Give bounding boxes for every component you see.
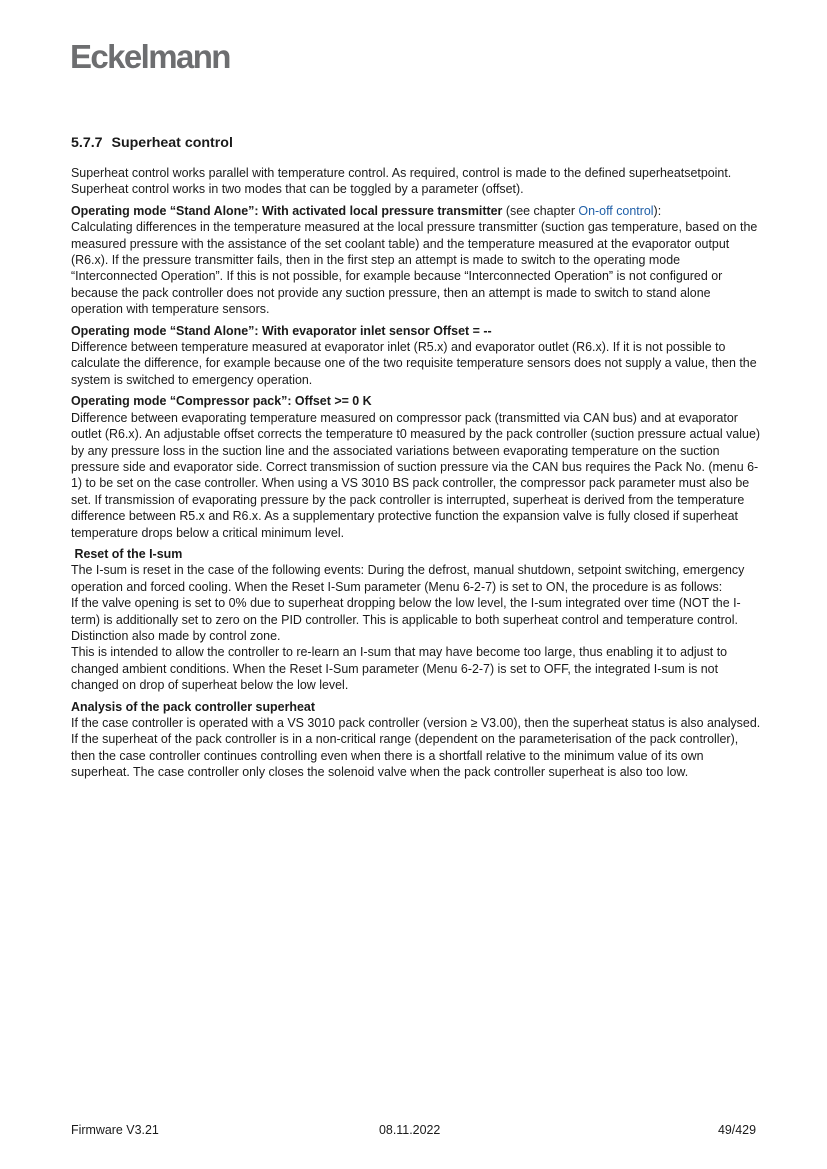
mode3-block — [71, 393, 761, 541]
mode1-body: Calculating differences in the temperature measured at the local pressure transmitter (suction gas temperature, based on the measured pressure with the assistance of the set coolant table) and the temperature measured at the evaporator output (R6.x). If the pressure transmitter fails, then in the first step an attempt is made to switch to the operating mode “Interconnected Operation”. If this is not possible, for example because “Interconnected Operation” is not configured or because the pack controller does not provide any suction pressure, then an attempt is made to switch to stand alone operation with temperature sensors. — [71, 220, 758, 317]
footer-date: 08.11.2022 — [379, 1123, 441, 1137]
reset-body-2: If the valve opening is set to 0% due to superheat dropping below the low level, the I-sum integrated over time (NOT the I-term) is additionally set to zero on the PID controller. This is applicable to both superheat control and temperature control. Distinction also made by control zone. — [71, 596, 741, 643]
analysis-block — [71, 699, 761, 781]
mode1-title: Operating mode “Stand Alone”: With activated local pressure transmitter — [71, 203, 503, 218]
mode1-ref-prefix: (see chapter — [502, 203, 579, 218]
eckelmann-logo: Eckelmann — [70, 38, 230, 75]
mode3-title: Operating mode “Compressor pack”: Offset >= 0 K — [71, 394, 372, 409]
reset-title: Reset of the I-sum — [71, 546, 183, 561]
reset-body-3: This is intended to allow the controller to re-learn an I-sum that may have become too large, thus enabling it to adjust to changed ambient conditions. When the Reset I-Sum parameter (Menu 6-2-7) is set to OFF, the integrated I-sum is not changed on drop of superheat below the low level. — [71, 645, 728, 693]
mode3-body: Difference between evaporating temperature measured on compressor pack (transmitted via CAN bus) and at evaporator outlet (R6.x). An adjustable offset corrects the temperature t0 measured by the pack controller (suction pressure actual value) by any pressure loss in the suction line and the associated variations between evaporating temperature on the suction pressure side and evaporator side. Correct transmission of suction pressure via the CAN bus requires the Pack No. (menu 6-1) to be set on the case controller. When using a VS 3010 BS pack controller, the compressor pack parameter must also be set. If transmission of evaporating pressure by the pack controller is interrupted, superheat is derived from the temperature difference between R5.x and R6.x. As a supplementary protective function the expansion valve is fully closed if superheat temperature drops below a critical minimum level. — [71, 410, 761, 540]
mode1-ref-suffix: ): — [653, 203, 662, 218]
on-off-control-link[interactable]: On-off control — [578, 203, 654, 218]
analysis-title: Analysis of the pack controller superheat — [71, 699, 315, 714]
mode2-block — [71, 323, 761, 389]
footer-firmware: Firmware V3.21 — [71, 1123, 159, 1137]
section-title: Superheat control — [111, 135, 233, 151]
intro-paragraph: Superheat control works parallel with temperature control. As required, control is made to the defined superheatsetpoint. Superheat control works in two modes that can be toggled by a parameter (offset). — [71, 166, 732, 197]
mode1-block — [71, 203, 761, 318]
footer-page-number: 49/429 — [717, 1123, 756, 1137]
mode2-title: Operating mode “Stand Alone”: With evaporator inlet sensor Offset = -- — [71, 323, 492, 338]
analysis-body-1: If the case controller is operated with a VS 3010 pack controller (version ≥ V3.00), then the superheat status is also analysed. — [71, 716, 761, 730]
section-number: 5.7.7 — [71, 135, 103, 151]
mode2-body: Difference between temperature measured at evaporator inlet (R5.x) and evaporator outlet (R6.x). If it is not possible to calculate the difference, for example because one of the two requisite temperature sensors does not supply a value, then the system is switched to emergency operation. — [71, 340, 757, 387]
analysis-body-2: If the superheat of the pack controller is in a non-critical range (dependent on the parameterisation of the pack controller), then the case controller continues controlling even when there is a shortfall relative to the minimum value of its own superheat. The case controller only closes the solenoid valve when the pack controller superheat is also too low. — [71, 732, 739, 780]
reset-block — [71, 546, 761, 694]
document-body — [71, 133, 761, 786]
reset-body-1: The I-sum is reset in the case of the following events: During the defrost, manual shutdown, setpoint switching, emergency operation and forced cooling. When the Reset I-Sum parameter (Menu 6-2-7) is set to ON, the procedure is as follows: — [71, 563, 745, 594]
section-heading — [71, 133, 761, 153]
